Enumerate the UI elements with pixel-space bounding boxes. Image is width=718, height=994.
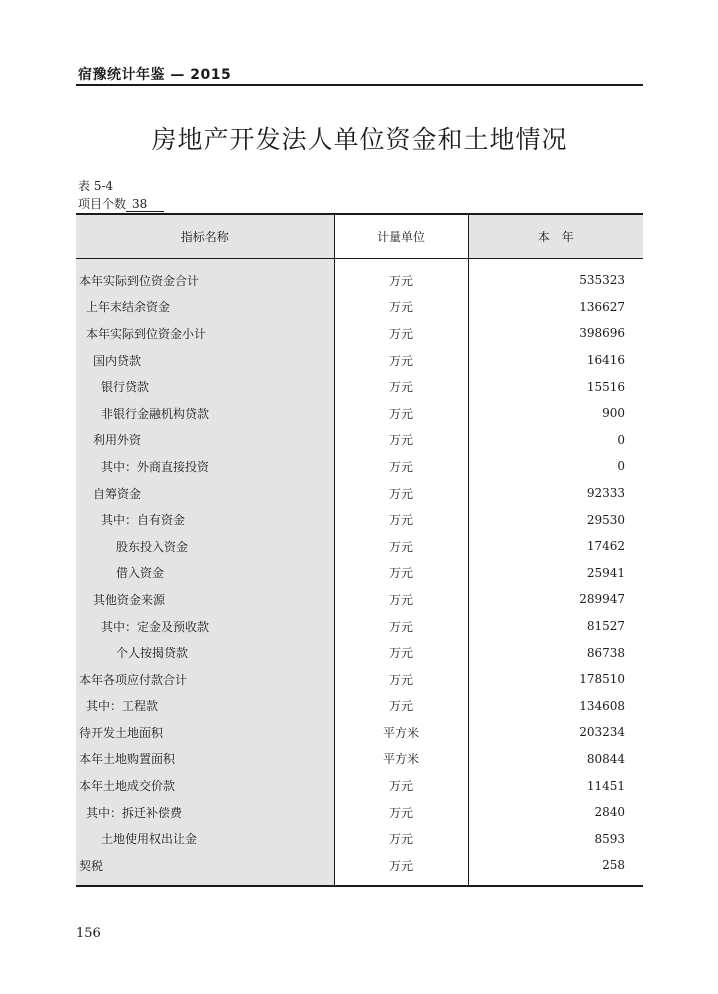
table-row [76, 746, 643, 773]
table-number: 表 5-4 [78, 179, 114, 193]
indicator-name: 其中：拆迁补偿费 [76, 799, 334, 826]
table-row [76, 852, 643, 886]
column-header-indicator: 指标名称 [76, 214, 334, 259]
table-row [76, 294, 643, 321]
value-cell: 15516 [586, 379, 625, 394]
table-row [76, 693, 643, 720]
header-rule [76, 84, 643, 86]
running-header: 宿豫统计年鉴 — 2015 [78, 67, 232, 83]
unit-cell: 万元 [334, 259, 468, 294]
table-row [76, 506, 643, 533]
unit-cell: 平方米 [334, 719, 468, 746]
indicator-name: 自筹资金 [76, 480, 334, 507]
table-row [76, 586, 643, 613]
unit-cell: 万元 [334, 799, 468, 826]
column-header-unit: 计量单位 [334, 214, 468, 259]
page-number: 156 [76, 926, 101, 941]
indicator-name: 土地使用权出让金 [76, 825, 334, 852]
unit-cell: 万元 [334, 613, 468, 640]
table-body [76, 259, 643, 886]
value-cell: 134608 [579, 698, 625, 713]
indicator-name: 其中：外商直接投资 [76, 453, 334, 480]
table-row [76, 480, 643, 507]
unit-cell: 万元 [334, 320, 468, 347]
table-row [76, 400, 643, 427]
value-cell: 535323 [579, 273, 625, 288]
table-row [76, 639, 643, 666]
indicator-name: 本年实际到位资金小计 [76, 320, 334, 347]
unit-cell: 万元 [334, 772, 468, 799]
unit-cell: 万元 [334, 506, 468, 533]
table-header-row [76, 214, 643, 259]
value-cell: 80844 [586, 751, 625, 766]
indicator-name: 非银行金融机构贷款 [76, 400, 334, 427]
statistics-table [76, 213, 643, 887]
table-row [76, 666, 643, 693]
indicator-name: 上年末结余资金 [76, 294, 334, 321]
indicator-name: 其中：定金及预收款 [76, 613, 334, 640]
unit-cell: 万元 [334, 427, 468, 454]
value-cell: 178510 [579, 672, 625, 687]
value-cell: 258 [602, 858, 625, 873]
indicator-name: 国内贷款 [76, 347, 334, 374]
indicator-name: 股东投入资金 [76, 533, 334, 560]
indicator-name: 借入资金 [76, 560, 334, 587]
unit-cell: 万元 [334, 560, 468, 587]
unit-cell: 万元 [334, 533, 468, 560]
value-cell: 2840 [594, 805, 625, 820]
unit-cell: 万元 [334, 693, 468, 720]
page-title: 房地产开发法人单位资金和土地情况 [151, 125, 568, 154]
value-cell: 86738 [586, 645, 625, 660]
unit-cell: 万元 [334, 480, 468, 507]
unit-cell: 万元 [334, 825, 468, 852]
value-cell: 16416 [586, 353, 625, 368]
unit-cell: 万元 [334, 347, 468, 374]
item-count [78, 195, 164, 212]
value-cell: 11451 [586, 778, 625, 793]
indicator-name: 其中：工程款 [76, 693, 334, 720]
unit-cell: 万元 [334, 373, 468, 400]
indicator-name: 本年土地购置面积 [76, 746, 334, 773]
value-cell: 25941 [586, 565, 625, 580]
value-cell: 0 [617, 432, 625, 447]
indicator-name: 待开发土地面积 [76, 719, 334, 746]
table-row [76, 347, 643, 374]
indicator-name: 本年实际到位资金合计 [76, 259, 334, 294]
table-row [76, 825, 643, 852]
table-row [76, 453, 643, 480]
table-row [76, 320, 643, 347]
indicator-name: 利用外资 [76, 427, 334, 454]
table-row [76, 533, 643, 560]
indicator-name: 个人按揭贷款 [76, 639, 334, 666]
unit-cell: 万元 [334, 453, 468, 480]
table-row [76, 427, 643, 454]
column-header-current-year: 本 年 [468, 214, 643, 259]
indicator-name: 本年各项应付款合计 [76, 666, 334, 693]
table-row [76, 719, 643, 746]
table-row [76, 373, 643, 400]
value-cell: 203234 [579, 725, 625, 740]
value-cell: 398696 [579, 326, 625, 341]
value-cell: 29530 [586, 512, 625, 527]
indicator-name: 其他资金来源 [76, 586, 334, 613]
unit-cell: 万元 [334, 294, 468, 321]
value-cell: 136627 [579, 299, 625, 314]
indicator-name: 本年土地成交价款 [76, 772, 334, 799]
value-cell: 289947 [579, 592, 625, 607]
item-count-label: 项目个数 [78, 197, 127, 211]
unit-cell: 万元 [334, 400, 468, 427]
unit-cell: 万元 [334, 639, 468, 666]
item-count-value: 38 [126, 198, 164, 212]
value-cell: 17462 [586, 539, 625, 554]
indicator-name: 其中：自有资金 [76, 506, 334, 533]
table-row [76, 259, 643, 294]
value-cell: 8593 [594, 831, 625, 846]
unit-cell: 万元 [334, 666, 468, 693]
unit-cell: 万元 [334, 852, 468, 886]
value-cell: 0 [617, 459, 625, 474]
indicator-name: 契税 [76, 852, 334, 886]
value-cell: 81527 [586, 619, 625, 634]
indicator-name: 银行贷款 [76, 373, 334, 400]
value-cell: 900 [602, 406, 625, 421]
table-row [76, 799, 643, 826]
table-row [76, 560, 643, 587]
table-row [76, 772, 643, 799]
unit-cell: 万元 [334, 586, 468, 613]
unit-cell: 平方米 [334, 746, 468, 773]
table-row [76, 613, 643, 640]
value-cell: 92333 [586, 486, 625, 501]
